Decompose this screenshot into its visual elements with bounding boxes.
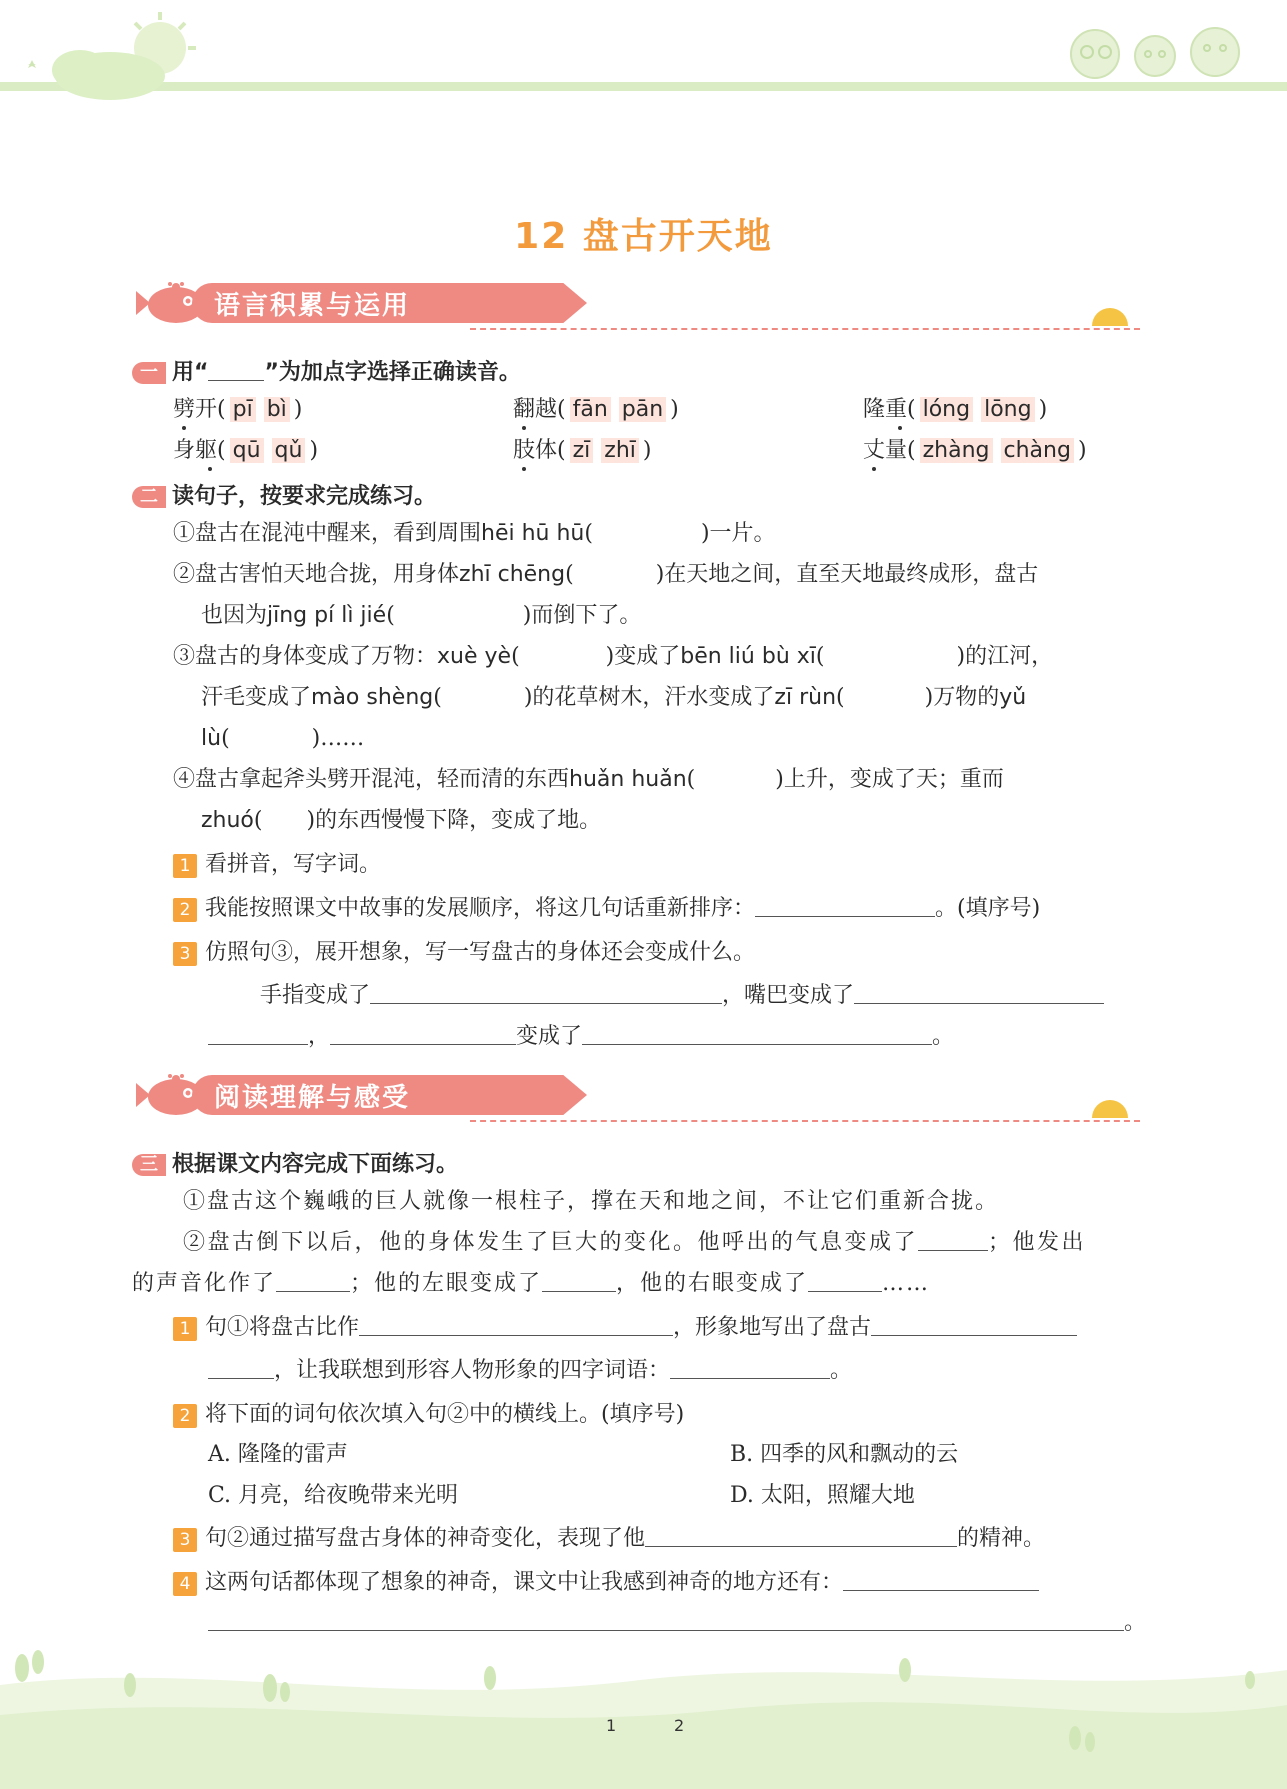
answer-line[interactable] bbox=[808, 1269, 882, 1292]
sentence-4: ④盘古拿起斧头劈开混沌，轻而清的东西huǎn huǎn( )上升，变成了天；重而 bbox=[173, 767, 1004, 792]
question-number-badge: 一 bbox=[132, 362, 166, 384]
answer-line[interactable] bbox=[370, 981, 722, 1004]
page-number-right: 2 bbox=[674, 1716, 685, 1735]
sun-icon bbox=[1092, 308, 1128, 326]
pinyin-option[interactable]: lóng bbox=[920, 397, 973, 422]
task-number: 1 bbox=[173, 1317, 197, 1341]
answer-line[interactable] bbox=[854, 981, 1104, 1004]
option-a: A. 隆隆的雷声 bbox=[208, 1442, 348, 1467]
blank-line bbox=[208, 358, 264, 381]
answer-line[interactable] bbox=[582, 1022, 932, 1045]
pinyin-option[interactable]: qǔ bbox=[272, 438, 306, 463]
task-number: 4 bbox=[173, 1572, 197, 1596]
answer-line[interactable] bbox=[645, 1524, 957, 1547]
pinyin-option[interactable]: bì bbox=[264, 397, 290, 422]
sentence-3-cont: 汗毛变成了mào shèng( )的花草树木，汗水变成了zī rùn( )万物的yǔ bbox=[201, 685, 1027, 710]
answer-line[interactable] bbox=[208, 1022, 308, 1045]
question-3-heading bbox=[132, 1147, 458, 1178]
task-number: 3 bbox=[173, 942, 197, 966]
fill-line-2: ， 变成了 。 bbox=[208, 1022, 954, 1052]
banner-title: 语言积累与运用 bbox=[214, 291, 411, 321]
pinyin-item: 丈量( zhàng chàng ) bbox=[863, 438, 1087, 463]
pinyin-option[interactable]: pān bbox=[619, 397, 666, 422]
fill-line-1: 手指变成了 ，嘴巴变成了 bbox=[260, 981, 1104, 1011]
answer-line[interactable] bbox=[542, 1269, 616, 1292]
heading-text: ”为加点字选择正确读音。 bbox=[264, 360, 521, 385]
sentence-2: ②盘古害怕天地合拢，用身体zhī chēng( )在天地之间，直至天地最终成形，盘古 bbox=[173, 562, 1039, 587]
section-banner-language bbox=[130, 277, 590, 329]
task-3-4: 4 这两句话都体现了想象的神奇，课文中让我感到神奇的地方还有： bbox=[173, 1568, 1039, 1598]
page-number-left: 1 bbox=[606, 1716, 617, 1735]
task-3-1: 1 句①将盘古比作 ，形象地写出了盘古 bbox=[173, 1313, 1077, 1343]
sun-cloud-icon bbox=[20, 6, 210, 106]
answer-line[interactable] bbox=[918, 1228, 988, 1251]
landscape-illustration bbox=[0, 1640, 1287, 1789]
answer-line[interactable] bbox=[843, 1568, 1039, 1591]
answer-line[interactable] bbox=[330, 1022, 516, 1045]
task-3-1-cont: ，让我联想到形容人物形象的四字词语： 。 bbox=[208, 1356, 852, 1386]
pinyin-option[interactable]: fān bbox=[570, 397, 611, 422]
pinyin-option[interactable]: zī bbox=[570, 438, 594, 463]
animal-friends-icon bbox=[1055, 14, 1255, 84]
pinyin-option[interactable]: zhī bbox=[601, 438, 639, 463]
heading-text: 读句子，按要求完成练习。 bbox=[172, 484, 437, 509]
task-3-4-cont: 。 bbox=[208, 1608, 1146, 1638]
pinyin-item: 肢体( zī zhī ) bbox=[513, 438, 652, 463]
task-2-2: 2 我能按照课文中故事的发展顺序，将这几句话重新排序： 。(填序号) bbox=[173, 894, 1040, 924]
answer-line[interactable] bbox=[871, 1313, 1077, 1336]
banner-divider bbox=[470, 328, 1140, 330]
answer-line[interactable] bbox=[276, 1269, 350, 1292]
banner-title: 阅读理解与感受 bbox=[214, 1083, 411, 1113]
answer-line[interactable] bbox=[670, 1356, 830, 1379]
option-c: C. 月亮，给夜晚带来光明 bbox=[208, 1483, 459, 1508]
sun-icon bbox=[1092, 1100, 1128, 1118]
answer-line[interactable] bbox=[208, 1608, 1124, 1631]
pinyin-item: 身躯( qū qǔ ) bbox=[173, 438, 319, 463]
task-number: 3 bbox=[173, 1528, 197, 1552]
option-d: D. 太阳，照耀大地 bbox=[730, 1483, 915, 1508]
option-b: B. 四季的风和飘动的云 bbox=[730, 1442, 959, 1467]
heading-text: 用“ bbox=[172, 360, 209, 385]
section-banner-reading bbox=[130, 1069, 590, 1121]
sentence-2-cont: 也因为jīng pí lì jié( )而倒下了。 bbox=[201, 603, 642, 628]
passage-line-2: ②盘古倒下以后，他的身体发生了巨大的变化。他呼出的气息变成了 ；他发出 bbox=[183, 1230, 1087, 1255]
task-2-1: 1 看拼音，写字词。 bbox=[173, 850, 381, 880]
banner-divider bbox=[470, 1120, 1140, 1122]
pinyin-option[interactable]: qū bbox=[230, 438, 264, 463]
question-2-heading bbox=[132, 479, 436, 510]
sentence-1: ①盘古在混沌中醒来，看到周围hēi hū hū( )一片。 bbox=[173, 521, 776, 546]
task-number: 2 bbox=[173, 898, 197, 922]
pinyin-item: 隆重( lóng lōng ) bbox=[863, 397, 1048, 422]
pinyin-option[interactable]: pī bbox=[230, 397, 256, 422]
pinyin-item: 劈开( pī bì ) bbox=[173, 397, 303, 422]
sentence-4-cont: zhuó( )的东西慢慢下降，变成了地。 bbox=[201, 808, 602, 833]
answer-line[interactable] bbox=[359, 1313, 673, 1336]
sentence-3-cont2: lù( )…… bbox=[201, 726, 365, 751]
task-3-2: 2 将下面的词句依次填入句②中的横线上。(填序号) bbox=[173, 1400, 684, 1430]
answer-line[interactable] bbox=[755, 894, 935, 917]
question-number-badge: 三 bbox=[132, 1154, 166, 1176]
pinyin-option[interactable]: chàng bbox=[1001, 438, 1074, 463]
passage-line-1: ①盘古这个巍峨的巨人就像一根柱子，撑在天和地之间，不让它们重新合拢。 bbox=[183, 1189, 1000, 1214]
pinyin-item: 翻越( fān pān ) bbox=[513, 397, 679, 422]
task-number: 1 bbox=[173, 854, 197, 878]
page-title: 12 盘古开天地 bbox=[514, 216, 773, 257]
task-2-3: 3 仿照句③，展开想象，写一写盘古的身体还会变成什么。 bbox=[173, 938, 755, 968]
answer-line[interactable] bbox=[208, 1356, 274, 1379]
heading-text: 根据课文内容完成下面练习。 bbox=[172, 1152, 459, 1177]
pinyin-option[interactable]: lōng bbox=[981, 397, 1034, 422]
task-3-3: 3 句②通过描写盘古身体的神奇变化，表现了他 的精神。 bbox=[173, 1524, 1045, 1554]
question-number-badge: 二 bbox=[132, 486, 166, 508]
pinyin-option[interactable]: zhàng bbox=[920, 438, 993, 463]
question-1-heading bbox=[132, 355, 521, 386]
passage-line-3: 的声音化作了 ；他的左眼变成了 ，他的右眼变成了 …… bbox=[132, 1271, 931, 1296]
sentence-3: ③盘古的身体变成了万物：xuè yè( )变成了bēn liú bù xī( )的江河， bbox=[173, 644, 1054, 669]
task-number: 2 bbox=[173, 1404, 197, 1428]
